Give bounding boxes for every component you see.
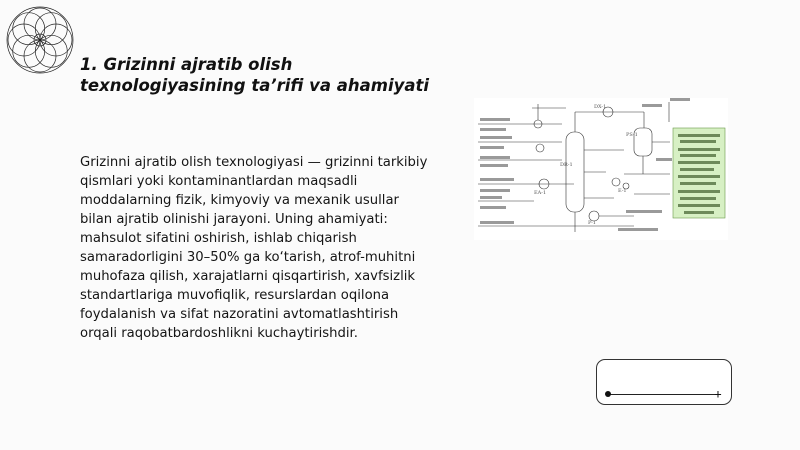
vessel-label: PS-1 [626,132,638,138]
exchanger-bottom-label: EA-1 [534,190,547,196]
rosette-logo-icon [4,4,76,76]
process-flow-diagram [474,98,728,240]
slide-body-text: Grizinni ajratib olish texnologiyasi — grizinni tarkibiy qismlari yoki kontaminantlardan maqsadli moddalarning fizik, kimyoviy va mexanik usullar bilan ajratib olinishi jarayoni. Uning ahamiyati: mahsulot sifatini oshirish, ishlab chiqarish samaradorligini 30–50% ga ko‘tarish, atrof-muhitni muhofaza qilish, xarajatlarni qisqartirish, xavfsizlik standartlariga muvofiqlik, resurslardan oqilona foydalanish va sifat nazoratini avtomatlashtirish orqali raqobatbardoshlikni kuchaytirishdir. [80,155,428,341]
pump-label: P-1 [588,220,596,226]
slide-title-line1: 1. Grizinni ajratib olish [80,55,293,74]
slider-track[interactable] [608,394,719,395]
record-dot-icon[interactable] [605,391,611,397]
timeline-slider-widget[interactable] [596,359,732,405]
cooler-label: E-1 [618,188,627,194]
plus-icon[interactable]: + [714,387,722,401]
slide-title [80,54,440,96]
exchanger-top-label: DX-1 [594,104,607,110]
column-label: DR-1 [560,162,573,168]
process-flow-svg [474,98,728,240]
slide-title-line2: texnologiyasining ta’rifi va ahamiyati [80,76,430,95]
